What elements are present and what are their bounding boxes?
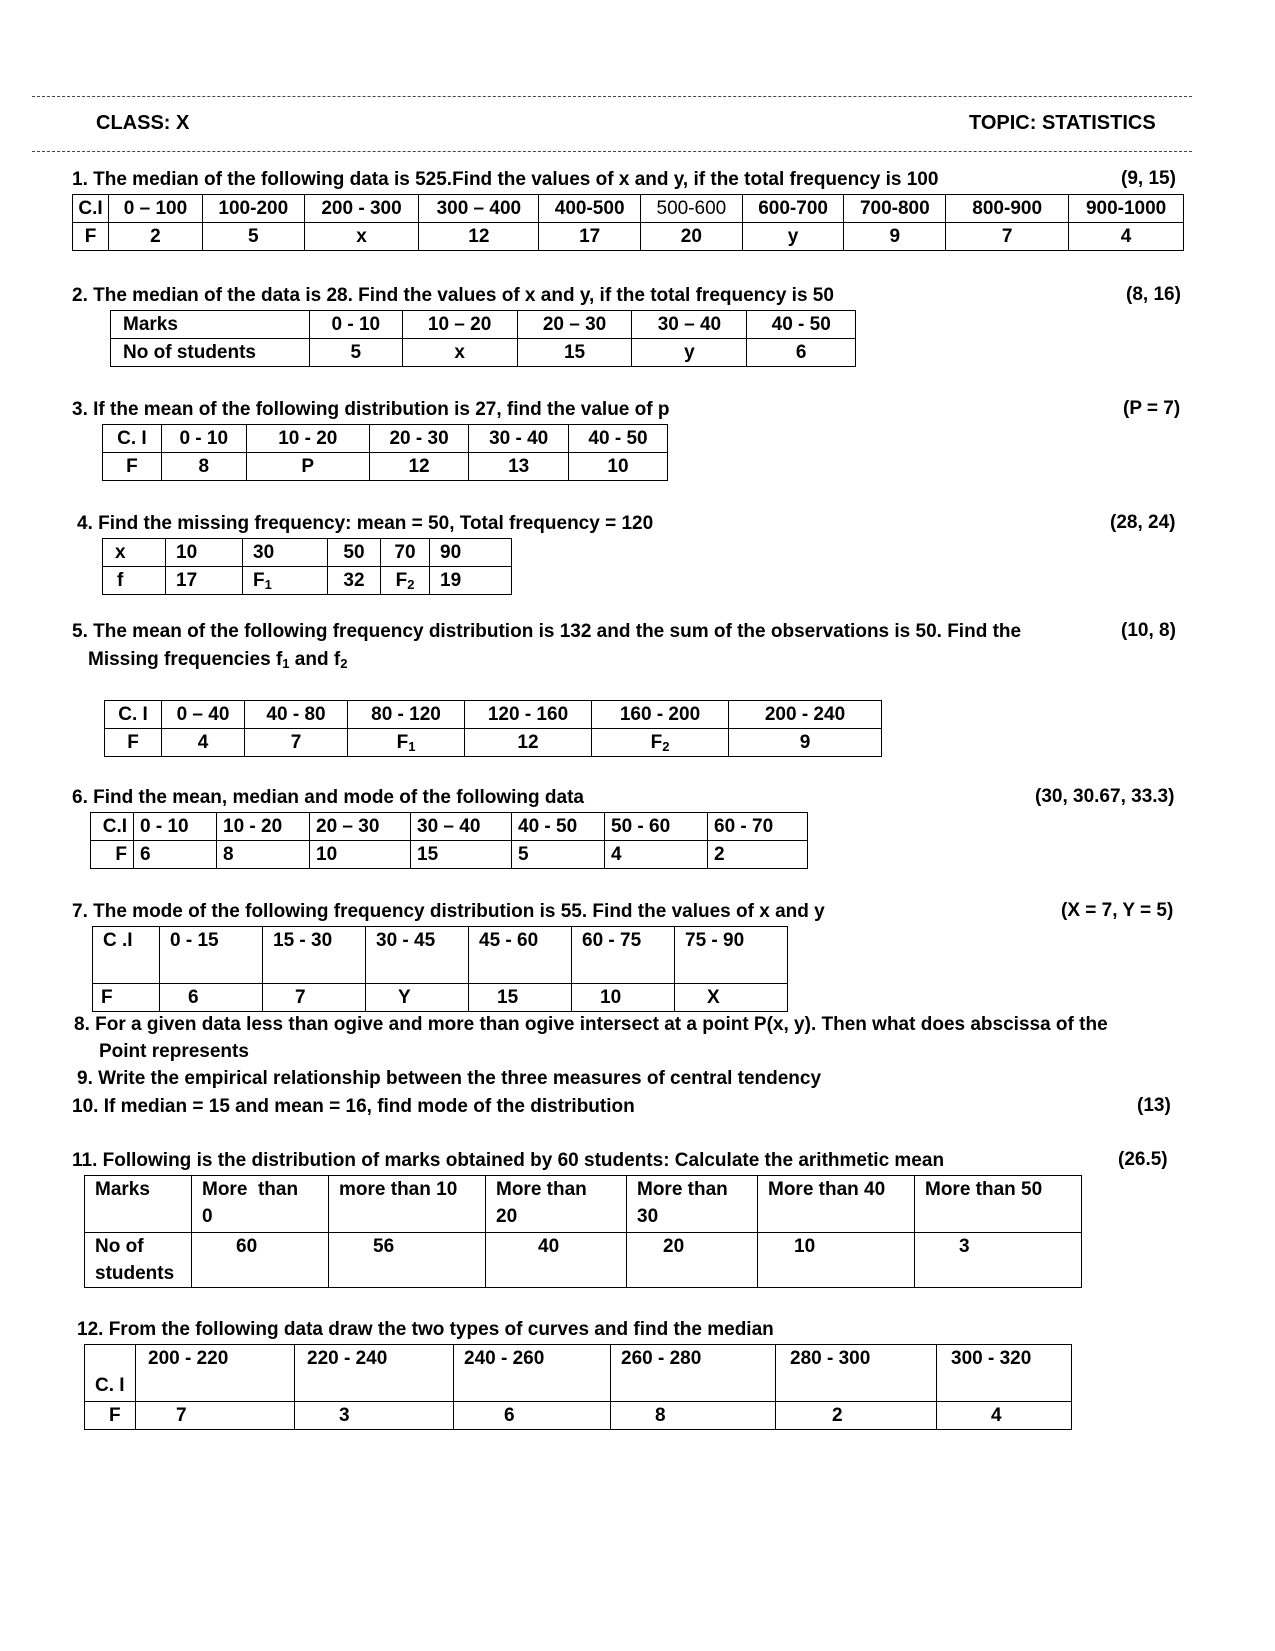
table-cell: 15 — [517, 339, 632, 367]
table-cell: 2 — [109, 223, 203, 251]
table-cell — [381, 567, 430, 595]
q1-text: 1. The median of the following data is 525.Find the values of x and y, if the total frequency is 100 — [72, 169, 939, 190]
q12-table — [84, 1344, 1072, 1430]
table-cell: 20 – 30 — [310, 813, 411, 841]
table-cell: 13 — [469, 453, 569, 481]
table-cell — [243, 567, 328, 595]
q3-table — [102, 424, 668, 481]
table-cell: 9 — [844, 223, 946, 251]
table-cell: X — [675, 984, 788, 1012]
table-cell: 700-800 — [844, 195, 946, 223]
table-cell — [85, 1176, 192, 1233]
table-cell: 5 — [202, 223, 304, 251]
table-cell: 10 — [166, 539, 243, 567]
table-cell: F — [93, 984, 160, 1012]
table-cell: C.I — [73, 195, 109, 223]
cell-line: No of — [95, 1236, 144, 1257]
table-cell: 9 — [729, 729, 882, 757]
table-cell: x — [103, 539, 166, 567]
q3-answer: (P = 7) — [1123, 398, 1181, 419]
table-cell: 30 – 40 — [411, 813, 512, 841]
table-row — [103, 539, 512, 567]
table-cell: 8 — [611, 1402, 776, 1430]
cell-line: More than — [202, 1179, 299, 1200]
table-row — [103, 567, 512, 595]
table-cell: 200 - 220 — [136, 1345, 295, 1402]
table-cell: 75 - 90 — [675, 927, 788, 984]
table-cell: 15 - 30 — [263, 927, 366, 984]
table-cell — [348, 729, 465, 757]
cell-line: More than — [496, 1179, 587, 1200]
table-cell: P — [246, 453, 369, 481]
q6-table — [90, 812, 808, 869]
table-cell: 7 — [946, 223, 1069, 251]
table-cell: 15 — [411, 841, 512, 869]
q5-text-part: and f — [289, 649, 341, 670]
f2-symbol: F — [650, 732, 663, 753]
table-cell: 3 — [295, 1402, 454, 1430]
table-row — [91, 841, 808, 869]
table-cell: Y — [366, 984, 469, 1012]
table-cell: 8 — [161, 453, 246, 481]
topic-label: TOPIC: STATISTICS — [969, 112, 1156, 134]
table-cell: 17 — [539, 223, 641, 251]
table-cell: 500-600 — [641, 195, 743, 223]
table-cell — [329, 1176, 486, 1233]
f2-symbol: F — [395, 570, 408, 591]
table-cell: 120 - 160 — [465, 701, 592, 729]
table-cell: 20 - 30 — [369, 425, 469, 453]
q11-text: 11. Following is the distribution of marks obtained by 60 students: Calculate the arithmetic mean — [72, 1150, 945, 1171]
table-cell: 200 - 240 — [729, 701, 882, 729]
table-cell — [915, 1176, 1082, 1233]
q4-text: 4. Find the missing frequency: mean = 50, Total frequency = 120 — [77, 513, 654, 534]
table-cell: 6 — [134, 841, 217, 869]
table-cell: C.I — [91, 813, 134, 841]
table-cell: 2 — [776, 1402, 937, 1430]
q7-answer: (X = 7, Y = 5) — [1061, 900, 1174, 921]
cell-line: More than — [637, 1179, 728, 1200]
table-cell: x — [304, 223, 419, 251]
table-cell: 60 - 75 — [572, 927, 675, 984]
table-cell: 12 — [419, 223, 539, 251]
table-cell: 0 - 10 — [310, 311, 403, 339]
table-cell: 6 — [454, 1402, 611, 1430]
q2-answer: (8, 16) — [1126, 284, 1181, 305]
q10-answer: (13) — [1137, 1095, 1171, 1116]
q2-table — [110, 310, 856, 367]
table-cell: 220 - 240 — [295, 1345, 454, 1402]
cell-line: Marks — [95, 1179, 150, 1200]
table-cell: 20 – 30 — [517, 311, 632, 339]
table-cell: 0 - 10 — [161, 425, 246, 453]
table-cell: F — [105, 729, 162, 757]
table-cell: 7 — [245, 729, 348, 757]
cell-line: C. I — [95, 1375, 125, 1396]
table-row — [73, 223, 1184, 251]
table-cell: 50 — [328, 539, 381, 567]
table-cell: 7 — [263, 984, 366, 1012]
table-cell: 10 - 20 — [217, 813, 310, 841]
table-cell: C .I — [93, 927, 160, 984]
table-cell: 3 — [915, 1233, 1082, 1288]
table-cell — [192, 1176, 329, 1233]
table-cell: 30 - 45 — [366, 927, 469, 984]
table-row — [105, 701, 882, 729]
table-cell: 10 - 20 — [246, 425, 369, 453]
table-cell: 280 - 300 — [776, 1345, 937, 1402]
table-cell: 6 — [160, 984, 263, 1012]
q5-text-line2 — [88, 646, 347, 673]
table-cell: 19 — [430, 567, 512, 595]
table-cell — [486, 1176, 627, 1233]
cell-line — [95, 1345, 129, 1372]
table-cell: 30 - 40 — [469, 425, 569, 453]
table-cell: 200 - 300 — [304, 195, 419, 223]
table-cell: 400-500 — [539, 195, 641, 223]
q5-text-line1: 5. The mean of the following frequency distribution is 132 and the sum of the observations is 50. Find the — [72, 621, 1022, 642]
header-dashed-rule — [32, 151, 1192, 152]
table-cell: F — [85, 1402, 136, 1430]
table-row — [85, 1176, 1082, 1233]
table-cell: 10 — [758, 1233, 915, 1288]
table-cell: 100-200 — [202, 195, 304, 223]
table-cell: y — [742, 223, 844, 251]
table-cell: 5 — [512, 841, 605, 869]
q11-answer: (26.5) — [1118, 1149, 1168, 1170]
q9-text: 9. Write the empirical relationship between the three measures of central tendency — [77, 1068, 822, 1089]
f1-symbol: F — [396, 732, 409, 753]
table-cell: F — [73, 223, 109, 251]
table-cell: 32 — [328, 567, 381, 595]
q6-text: 6. Find the mean, median and mode of the following data — [72, 787, 584, 808]
table-cell — [627, 1176, 758, 1233]
table-cell: f — [103, 567, 166, 595]
table-cell: 5 — [310, 339, 403, 367]
table-cell: 17 — [166, 567, 243, 595]
table-row — [111, 311, 856, 339]
table-cell: 260 - 280 — [611, 1345, 776, 1402]
table-cell — [592, 729, 729, 757]
top-dashed-rule — [32, 96, 1192, 97]
table-row — [91, 813, 808, 841]
table-row — [93, 984, 788, 1012]
table-row — [85, 1233, 1082, 1288]
table-cell — [758, 1176, 915, 1233]
subscript: 1 — [408, 739, 416, 754]
table-cell: y — [632, 339, 747, 367]
table-cell: 90 — [430, 539, 512, 567]
q8-text-line1: 8. For a given data less than ogive and more than ogive intersect at a point P(x, y). Then what does abscissa of the — [74, 1014, 1108, 1035]
table-cell: 300 – 400 — [419, 195, 539, 223]
table-cell: 4 — [937, 1402, 1072, 1430]
table-cell: 12 — [369, 453, 469, 481]
table-cell: 0 – 40 — [162, 701, 245, 729]
q11-table — [84, 1175, 1082, 1288]
subscript: 1 — [264, 577, 272, 592]
subscript: 2 — [407, 577, 415, 592]
class-label: CLASS: X — [96, 112, 190, 134]
table-cell: 15 — [469, 984, 572, 1012]
subscript: 2 — [340, 656, 348, 671]
q1-table — [72, 194, 1184, 251]
table-cell: 0 - 10 — [134, 813, 217, 841]
table-cell: 800-900 — [946, 195, 1069, 223]
cell-line: More than 40 — [768, 1179, 886, 1200]
q5-table — [104, 700, 882, 757]
q7-text: 7. The mode of the following frequency distribution is 55. Find the values of x and y — [72, 901, 825, 922]
table-cell: 10 — [310, 841, 411, 869]
subscript: 2 — [662, 739, 670, 754]
table-cell: 300 - 320 — [937, 1345, 1072, 1402]
q1-answer: (9, 15) — [1121, 168, 1176, 189]
q6-answer: (30, 30.67, 33.3) — [1035, 786, 1175, 807]
table-cell: 6 — [747, 339, 856, 367]
q12-text: 12. From the following data draw the two types of curves and find the median — [77, 1319, 774, 1340]
table-cell: 160 - 200 — [592, 701, 729, 729]
table-cell: 20 — [627, 1233, 758, 1288]
subscript: 1 — [282, 656, 290, 671]
q5-answer: (10, 8) — [1121, 620, 1176, 641]
q2-text: 2. The median of the data is 28. Find the values of x and y, if the total frequency is 50 — [72, 285, 834, 306]
table-cell: 56 — [329, 1233, 486, 1288]
q4-answer: (28, 24) — [1110, 512, 1176, 533]
table-cell: 10 – 20 — [402, 311, 517, 339]
cell-line: 30 — [637, 1206, 659, 1227]
table-cell: 4 — [605, 841, 708, 869]
table-cell: 40 - 50 — [512, 813, 605, 841]
table-cell: C. I — [105, 701, 162, 729]
table-cell: x — [402, 339, 517, 367]
q7-table — [92, 926, 788, 1012]
table-row — [111, 339, 856, 367]
table-cell: 80 - 120 — [348, 701, 465, 729]
cell-line: more than 10 — [339, 1179, 458, 1200]
table-cell: 40 - 50 — [747, 311, 856, 339]
table-cell: F — [103, 453, 162, 481]
table-row — [103, 425, 668, 453]
cell-line: students — [95, 1263, 175, 1284]
table-cell: F — [91, 841, 134, 869]
table-cell: 2 — [708, 841, 808, 869]
table-cell: 40 — [486, 1233, 627, 1288]
table-row — [105, 729, 882, 757]
table-cell: 900-1000 — [1069, 195, 1184, 223]
table-cell: 0 - 15 — [160, 927, 263, 984]
table-cell: 0 – 100 — [109, 195, 203, 223]
table-cell: 20 — [641, 223, 743, 251]
q10-text: 10. If median = 15 and mean = 16, find mode of the distribution — [72, 1096, 635, 1117]
f1-symbol: F — [253, 570, 265, 591]
table-cell: 30 — [243, 539, 328, 567]
table-cell — [85, 1233, 192, 1288]
table-row — [103, 453, 668, 481]
table-cell: 70 — [381, 539, 430, 567]
table-row — [93, 927, 788, 984]
table-row — [85, 1345, 1072, 1402]
table-cell — [85, 1345, 136, 1402]
cell-line: 0 — [202, 1206, 213, 1227]
table-row — [85, 1402, 1072, 1430]
table-cell: 45 - 60 — [469, 927, 572, 984]
cell-line: More than 50 — [925, 1179, 1043, 1200]
table-cell: C. I — [103, 425, 162, 453]
table-cell: Marks — [111, 311, 310, 339]
table-cell: 7 — [136, 1402, 295, 1430]
table-cell: 8 — [217, 841, 310, 869]
q3-text: 3. If the mean of the following distribution is 27, find the value of p — [72, 399, 670, 420]
table-cell: 240 - 260 — [454, 1345, 611, 1402]
table-cell: 40 - 50 — [569, 425, 668, 453]
q5-text-part: Missing frequencies f — [88, 649, 283, 670]
table-cell: 600-700 — [742, 195, 844, 223]
table-cell: 4 — [162, 729, 245, 757]
table-cell: No of students — [111, 339, 310, 367]
table-cell: 60 — [192, 1233, 329, 1288]
q4-table — [102, 538, 512, 595]
q8-text-line2: Point represents — [99, 1041, 249, 1062]
table-cell: 50 - 60 — [605, 813, 708, 841]
table-cell: 10 — [572, 984, 675, 1012]
table-row — [73, 195, 1184, 223]
table-cell: 30 – 40 — [632, 311, 747, 339]
cell-line: 20 — [496, 1206, 518, 1227]
table-cell: 10 — [569, 453, 668, 481]
table-cell: 40 - 80 — [245, 701, 348, 729]
table-cell: 12 — [465, 729, 592, 757]
table-cell: 4 — [1069, 223, 1184, 251]
table-cell: 60 - 70 — [708, 813, 808, 841]
